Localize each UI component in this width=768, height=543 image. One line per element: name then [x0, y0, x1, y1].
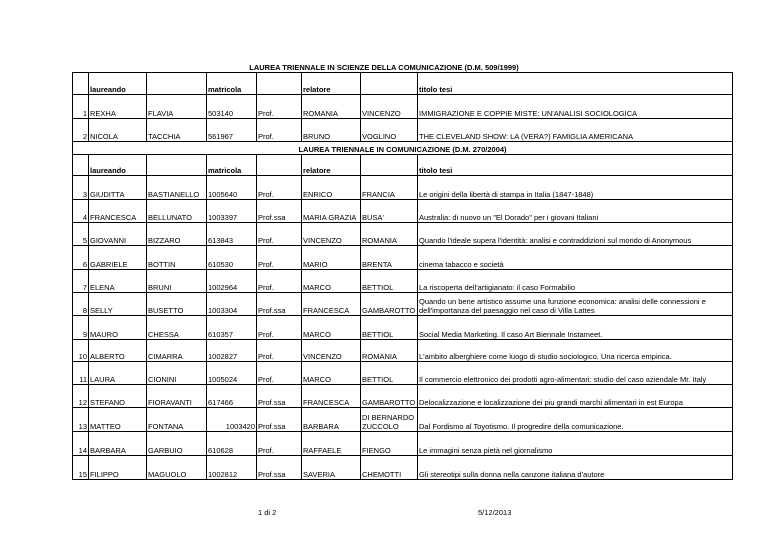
advisor-first-name: RAFFAELE: [302, 432, 361, 456]
advisor-title: Prof.: [257, 362, 302, 385]
student-first-name: STEFANO: [89, 385, 147, 408]
advisor-first-name: MARCO: [302, 362, 361, 385]
student-last-name: BASTIANELLO: [147, 176, 207, 200]
student-first-name: GIOVANNI: [89, 223, 147, 246]
advisor-first-name: FRANCESCA: [302, 293, 361, 316]
advisor-first-name: MARCO: [302, 316, 361, 340]
table-row: [73, 119, 733, 142]
section-title-row: [73, 142, 733, 155]
advisor-title: Prof.: [257, 246, 302, 270]
student-first-name: ELENA: [89, 270, 147, 293]
advisor-last-name: FIENGO: [361, 432, 418, 456]
table-row: [73, 223, 733, 246]
student-id: 1003420: [207, 408, 257, 432]
advisor-last-name: CHEMOTTI: [361, 456, 418, 480]
advisor-first-name: BARBARA: [302, 408, 361, 432]
row-number: 9: [73, 316, 89, 340]
row-number: 2: [73, 119, 89, 142]
student-last-name: TACCHIA: [147, 119, 207, 142]
advisor-last-name: VOGLINO: [361, 119, 418, 142]
advisor-title: Prof.ssa: [257, 385, 302, 408]
student-id: 1005024: [207, 362, 257, 385]
table-row: [73, 456, 733, 480]
student-id: 1003397: [207, 200, 257, 223]
header-titolo: titolo tesi: [418, 155, 733, 176]
thesis-title: cinema tabacco e società: [418, 246, 733, 270]
thesis-title: Delocalizzazione e localizzazione dei piu grandi marchi alimentari in est Europa: [418, 385, 733, 408]
advisor-title: Prof.: [257, 176, 302, 200]
thesis-title: La riscoperta dell'artigianato: il caso Formabilio: [418, 270, 733, 293]
student-first-name: FRANCESCA: [89, 200, 147, 223]
advisor-title: Prof.ssa: [257, 293, 302, 316]
header-matricola: matricola: [207, 73, 257, 95]
advisor-title: Prof.: [257, 270, 302, 293]
student-id: 610357: [207, 316, 257, 340]
advisor-first-name: BRUNO: [302, 119, 361, 142]
advisor-title: Prof.: [257, 223, 302, 246]
student-first-name: SELLY: [89, 293, 147, 316]
header-cell: [147, 73, 207, 95]
advisor-last-name: ROMANIA: [361, 340, 418, 362]
header-cell: [73, 155, 89, 176]
row-number: 10: [73, 340, 89, 362]
table-row: [73, 362, 733, 385]
thesis-title: Dal Fordismo al Toyotismo. Il progredire della comunicazione.: [418, 408, 733, 432]
student-first-name: GIUDITTA: [89, 176, 147, 200]
student-last-name: BOTTIN: [147, 246, 207, 270]
student-last-name: BIZZARO: [147, 223, 207, 246]
table-row: [73, 432, 733, 456]
advisor-title: Prof.: [257, 316, 302, 340]
student-id: 1003304: [207, 293, 257, 316]
advisor-last-name: DI BERNARDO ZUCCOLO: [361, 408, 418, 432]
header-row: [73, 73, 733, 95]
advisor-last-name: BETTIOL: [361, 316, 418, 340]
header-cell: [73, 73, 89, 95]
advisor-first-name: SAVERIA: [302, 456, 361, 480]
advisor-last-name: BETTIOL: [361, 270, 418, 293]
table-row: [73, 340, 733, 362]
advisor-first-name: VINCENZO: [302, 340, 361, 362]
row-number: 14: [73, 432, 89, 456]
advisor-first-name: ROMANIA: [302, 95, 361, 119]
header-row: [73, 155, 733, 176]
student-last-name: FLAVIA: [147, 95, 207, 119]
row-number: 12: [73, 385, 89, 408]
table-row: [73, 270, 733, 293]
thesis-title: Quando l'ideale supera l'identità: analisi e contraddizioni sul mondo di Anonymous: [418, 223, 733, 246]
thesis-title: Australia: di nuovo un "El Dorado" per i giovani Italiani: [418, 200, 733, 223]
row-number: 7: [73, 270, 89, 293]
student-last-name: BUSETTO: [147, 293, 207, 316]
student-first-name: FILIPPO: [89, 456, 147, 480]
student-last-name: FIORAVANTI: [147, 385, 207, 408]
row-number: 15: [73, 456, 89, 480]
thesis-title: Le immagini senza pietà nel giornalismo: [418, 432, 733, 456]
student-last-name: MAGUOLO: [147, 456, 207, 480]
student-id: 503140: [207, 95, 257, 119]
header-cell: [257, 73, 302, 95]
row-number: 1: [73, 95, 89, 119]
advisor-last-name: FRANCIA: [361, 176, 418, 200]
table-row: [73, 176, 733, 200]
student-last-name: FONTANA: [147, 408, 207, 432]
header-cell: [361, 155, 418, 176]
print-date: 5/12/2013: [478, 508, 512, 517]
table-row: [73, 385, 733, 408]
header-cell: [361, 73, 418, 95]
student-id: 1002964: [207, 270, 257, 293]
header-matricola: matricola: [207, 155, 257, 176]
section-title-1: LAUREA TRIENNALE IN SCIENZE DELLA COMUNICAZIONE (D.M. 509/1999): [249, 63, 519, 72]
advisor-first-name: MARIA GRAZIA: [302, 200, 361, 223]
advisor-first-name: MARIO: [302, 246, 361, 270]
student-id: 561967: [207, 119, 257, 142]
thesis-title: Le origini della libertà di stampa in Italia (1847-1848): [418, 176, 733, 200]
advisor-title: Prof.: [257, 95, 302, 119]
student-id: 617466: [207, 385, 257, 408]
advisor-first-name: MARCO: [302, 270, 361, 293]
row-number: 8: [73, 293, 89, 316]
row-number: 11: [73, 362, 89, 385]
advisor-title: Prof.ssa: [257, 200, 302, 223]
thesis-title: Quando un bene artistico assume una funzione economica: analisi delle connessioni e dell'importanza del paesaggio nel caso di Villa Lattes: [418, 293, 733, 316]
student-first-name: LAURA: [89, 362, 147, 385]
advisor-last-name: BUSA': [361, 200, 418, 223]
header-relatore: relatore: [302, 73, 361, 95]
table-row: [73, 316, 733, 340]
student-last-name: CHESSA: [147, 316, 207, 340]
student-first-name: GABRIELE: [89, 246, 147, 270]
student-last-name: BELLUNATO: [147, 200, 207, 223]
row-number: 3: [73, 176, 89, 200]
student-first-name: MAURO: [89, 316, 147, 340]
advisor-first-name: FRANCESCA: [302, 385, 361, 408]
advisor-title: Prof.: [257, 119, 302, 142]
thesis-title: Gli stereotipi sulla donna nella canzone italiana d'autore: [418, 456, 733, 480]
page-number: 1 di 2: [258, 508, 277, 517]
thesis-table: [72, 72, 733, 480]
advisor-first-name: ENRICO: [302, 176, 361, 200]
student-last-name: CIONINI: [147, 362, 207, 385]
student-first-name: BARBARA: [89, 432, 147, 456]
student-last-name: GARBUIO: [147, 432, 207, 456]
row-number: 4: [73, 200, 89, 223]
student-id: 1002827: [207, 340, 257, 362]
table-row: [73, 408, 733, 432]
table-row: [73, 293, 733, 316]
advisor-last-name: BRENTA: [361, 246, 418, 270]
student-last-name: CIMARRA: [147, 340, 207, 362]
student-id: 1005640: [207, 176, 257, 200]
header-relatore: relatore: [302, 155, 361, 176]
header-cell: [257, 155, 302, 176]
row-number: 13: [73, 408, 89, 432]
header-cell: [147, 155, 207, 176]
advisor-title: Prof.: [257, 432, 302, 456]
student-id: 610530: [207, 246, 257, 270]
advisor-last-name: GAMBAROTTO: [361, 293, 418, 316]
table-row: [73, 246, 733, 270]
row-number: 5: [73, 223, 89, 246]
student-id: 610628: [207, 432, 257, 456]
table-row: [73, 200, 733, 223]
advisor-last-name: GAMBAROTTO: [361, 385, 418, 408]
student-id: 613843: [207, 223, 257, 246]
thesis-title: IMMIGRAZIONE E COPPIE MISTE: UN'ANALISI SOCIOLOGICA: [418, 95, 733, 119]
student-last-name: BRUNI: [147, 270, 207, 293]
advisor-last-name: VINCENZO: [361, 95, 418, 119]
thesis-title: L'ambito alberghiere come luogo di studio sociologico. Una ricerca empirica.: [418, 340, 733, 362]
section-title-2: LAUREA TRIENNALE IN COMUNICAZIONE (D.M. 270/2004): [73, 142, 733, 155]
header-laureando: laureando: [89, 73, 147, 95]
advisor-last-name: BETTIOL: [361, 362, 418, 385]
row-number: 6: [73, 246, 89, 270]
student-first-name: MATTEO: [89, 408, 147, 432]
thesis-title: Social Media Marketing. Il caso Art Biennale Instameet.: [418, 316, 733, 340]
student-id: 1002812: [207, 456, 257, 480]
header-titolo: titolo tesi: [418, 73, 733, 95]
advisor-title: Prof.ssa: [257, 408, 302, 432]
student-first-name: NICOLA: [89, 119, 147, 142]
student-first-name: ALBERTO: [89, 340, 147, 362]
student-first-name: REXHA: [89, 95, 147, 119]
advisor-title: Prof.: [257, 340, 302, 362]
advisor-first-name: VINCENZO: [302, 223, 361, 246]
thesis-title: THE CLEVELAND SHOW: LA (VERA?) FAMIGLIA AMERICANA: [418, 119, 733, 142]
header-laureando: laureando: [89, 155, 147, 176]
thesis-title: Il commercio elettronico dei prodotti agro-alimentari: studio del caso aziendale Mr. Italy: [418, 362, 733, 385]
advisor-title: Prof.ssa: [257, 456, 302, 480]
advisor-last-name: ROMANIA: [361, 223, 418, 246]
table-row: [73, 95, 733, 119]
